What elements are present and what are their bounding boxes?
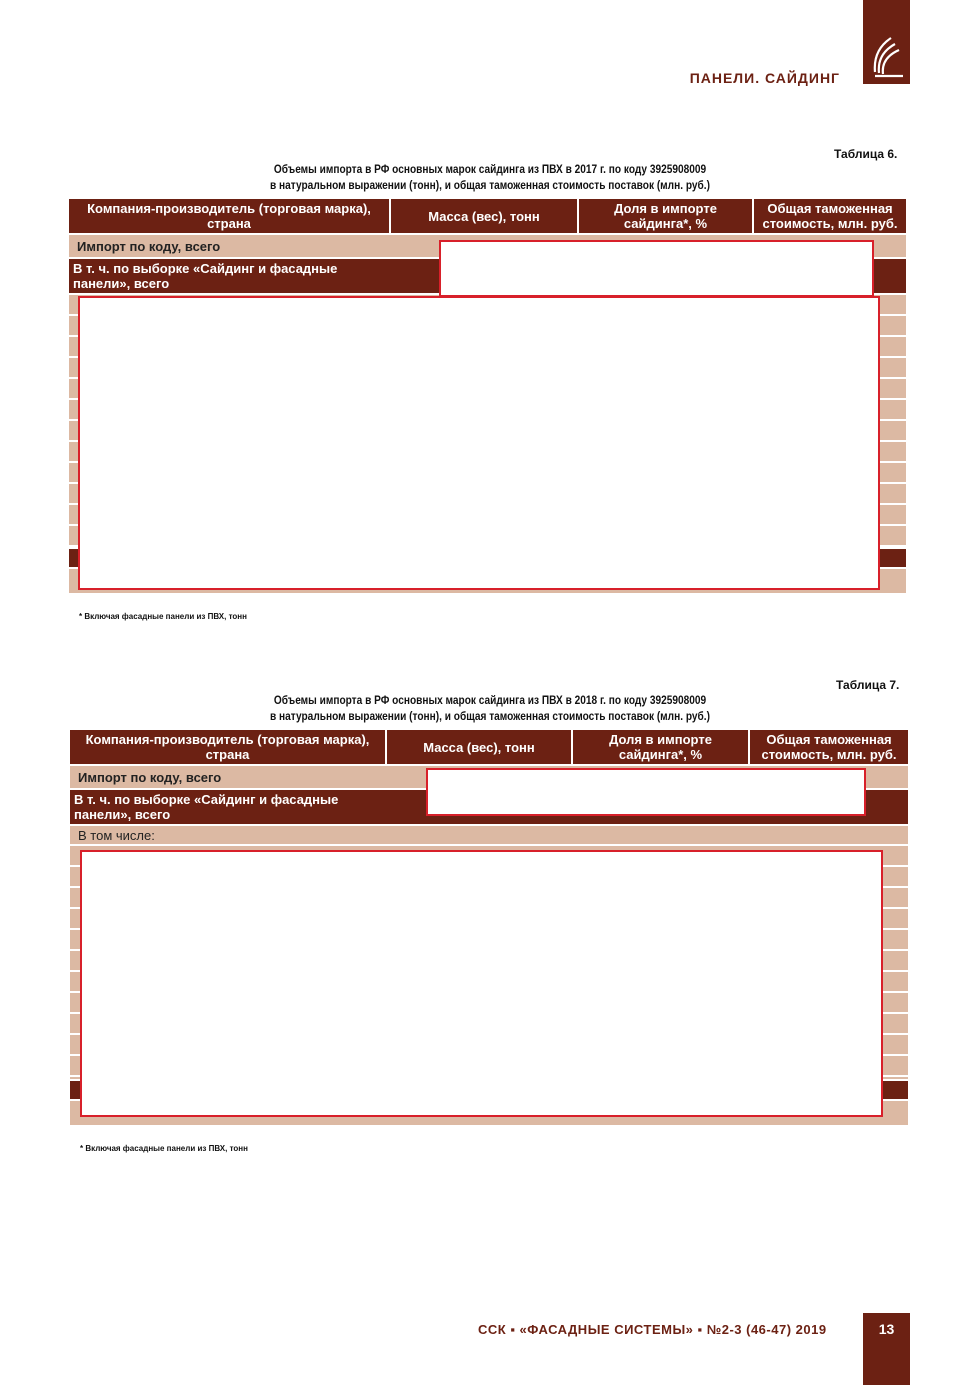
section-title: ПАНЕЛИ. САЙДИНГ bbox=[689, 70, 840, 86]
column-header-cost: Общая таможенная стоимость, млн. руб. bbox=[754, 199, 906, 233]
caption-line: Объемы импорта в РФ основных марок сайдинга из ПВХ в 2017 г. по коду 3925908009 bbox=[273, 164, 707, 176]
leaf-lines-icon bbox=[863, 0, 910, 84]
row-total-label: Импорт по коду, всего bbox=[77, 238, 221, 254]
caption-line: Объемы импорта в РФ основных марок сайдинга из ПВХ в 2018 г. по коду 3925908009 bbox=[273, 695, 707, 707]
row-sample-label: В т. ч. по выборке «Сайдинг и фасадные панели», всего bbox=[73, 261, 338, 291]
column-header-mass: Масса (вес), тонн bbox=[387, 730, 571, 764]
table-6-caption bbox=[191, 162, 789, 194]
caption-line: в натуральном выражении (тонн), и общая таможенная стоимость поставок (млн. руб.) bbox=[270, 711, 710, 723]
redaction-box bbox=[439, 240, 874, 297]
table-7-label: Таблица 7. bbox=[836, 678, 900, 692]
column-header-share: Доля в импорте сайдинга*, % bbox=[579, 199, 752, 233]
table-7-caption bbox=[191, 693, 789, 725]
page-number-tab bbox=[863, 1313, 910, 1385]
column-header-company: Компания-производитель (торговая марка), страна bbox=[70, 730, 385, 764]
row-total-label: Импорт по коду, всего bbox=[78, 769, 222, 785]
column-header-share: Доля в импорте сайдинга*, % bbox=[573, 730, 748, 764]
redaction-box bbox=[78, 296, 880, 590]
column-header-mass: Масса (вес), тонн bbox=[391, 199, 577, 233]
page-number: 13 bbox=[878, 1321, 895, 1337]
column-header-company: Компания-производитель (торговая марка), страна bbox=[69, 199, 389, 233]
table-7-footnote: * Включая фасадные панели из ПВХ, тонн bbox=[80, 1144, 248, 1153]
table-6-label: Таблица 6. bbox=[834, 147, 898, 161]
row-including-label: В том числе: bbox=[78, 827, 155, 843]
column-header-cost: Общая таможенная стоимость, млн. руб. bbox=[750, 730, 908, 764]
caption-line: в натуральном выражении (тонн), и общая таможенная стоимость поставок (млн. руб.) bbox=[270, 180, 710, 192]
redaction-box bbox=[426, 768, 866, 816]
row-sample-label: В т. ч. по выборке «Сайдинг и фасадные панели», всего bbox=[74, 792, 339, 822]
journal-footer: ССК ▪ «ФАСАДНЫЕ СИСТЕМЫ» ▪ №2-3 (46-47) 2019 bbox=[478, 1322, 827, 1337]
redaction-box bbox=[80, 850, 883, 1117]
table-6-footnote: * Включая фасадные панели из ПВХ, тонн bbox=[79, 612, 247, 621]
